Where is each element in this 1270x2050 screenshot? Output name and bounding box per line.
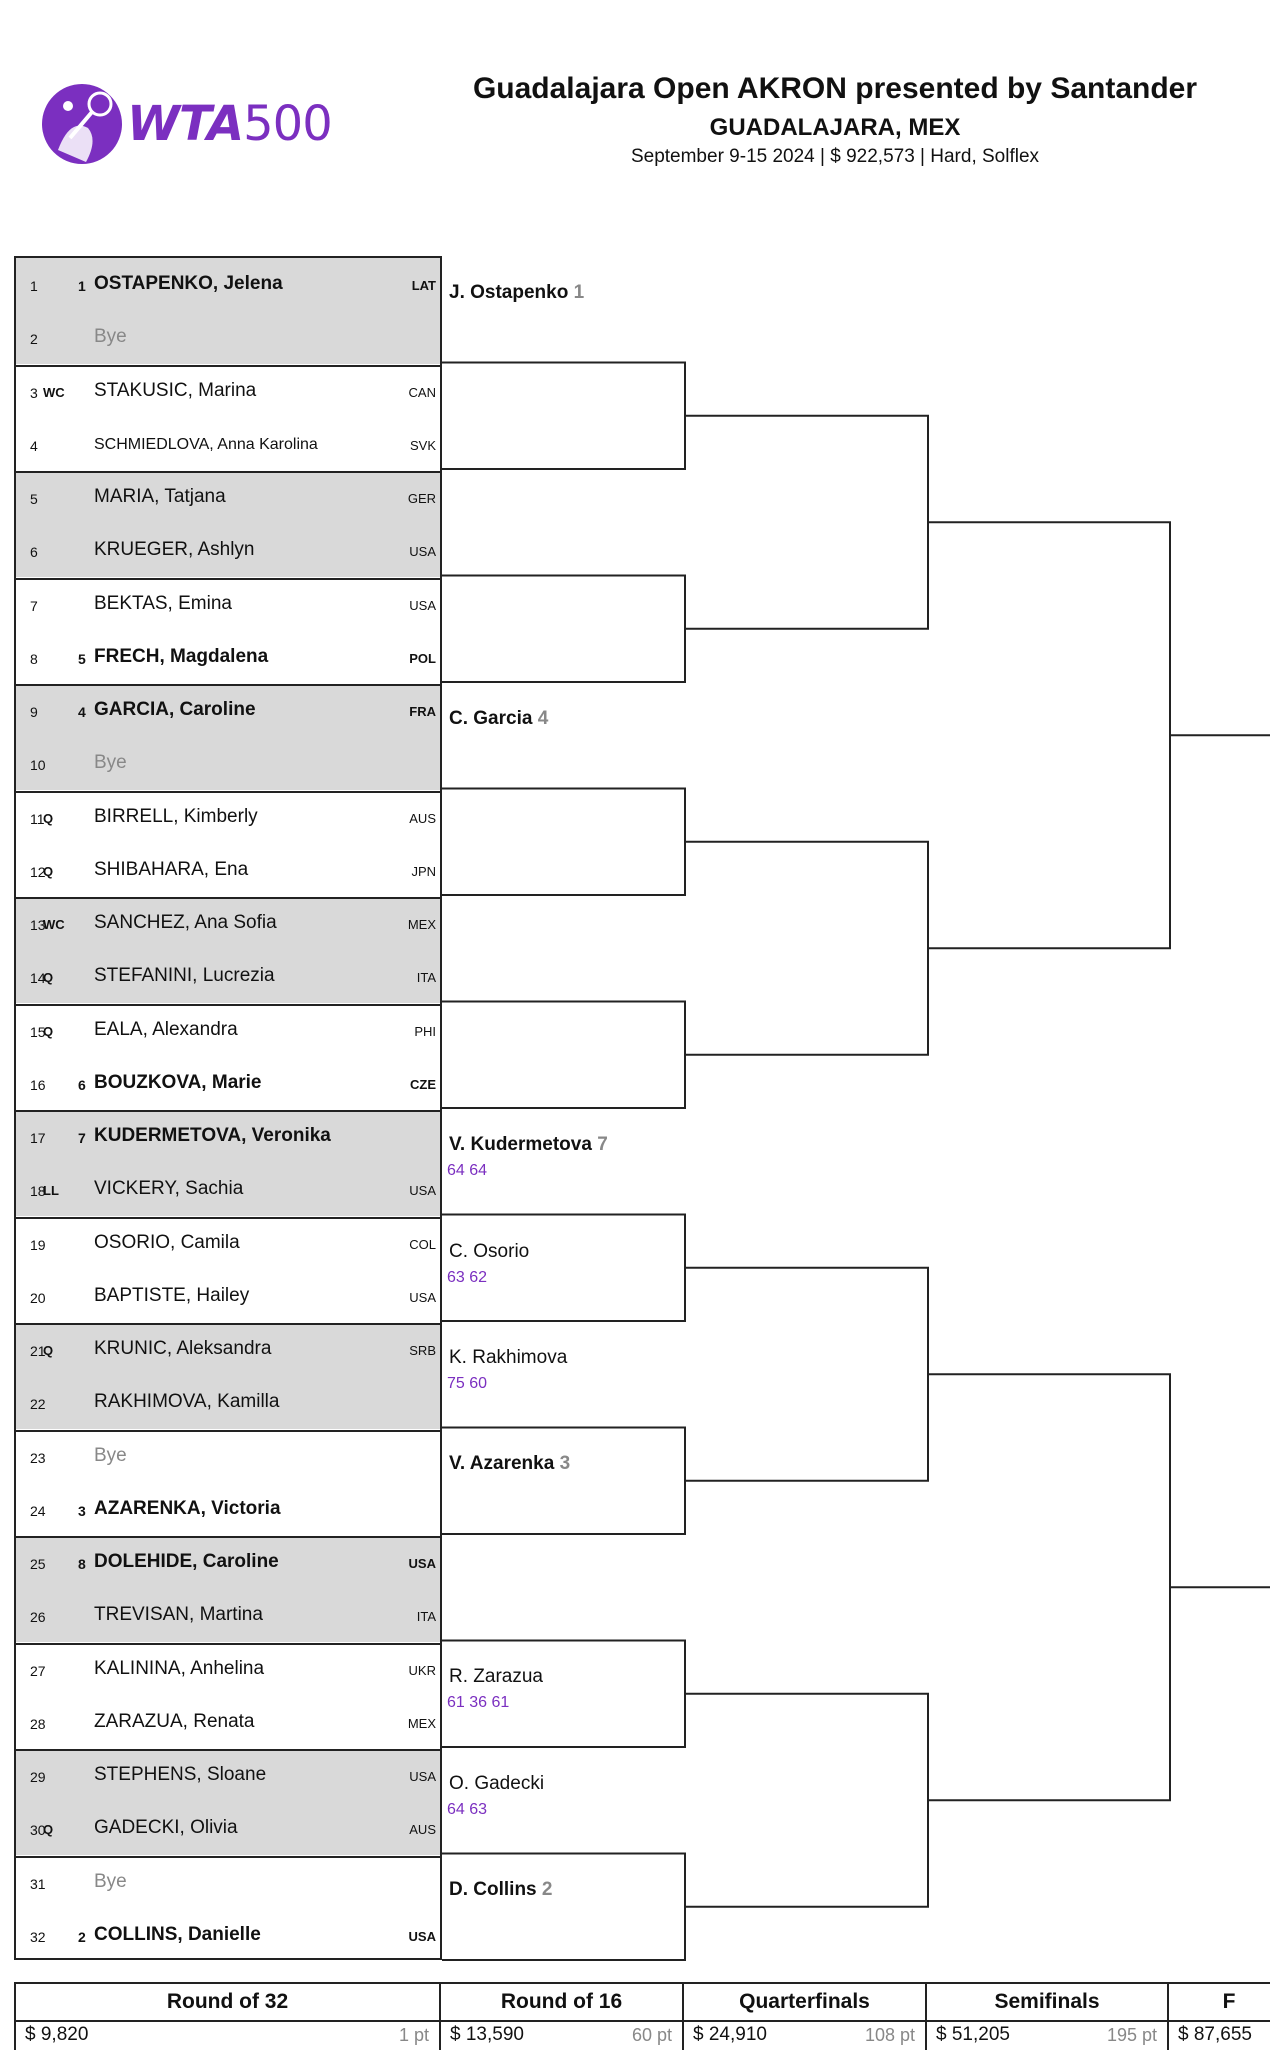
player-name: KUDERMETOVA, Veronika xyxy=(94,1125,331,1146)
prize-money: $ 13,590 xyxy=(450,2024,524,2045)
bracket-connector xyxy=(442,576,685,683)
match-score: 64 64 xyxy=(447,1162,488,1179)
prize-column xyxy=(927,1984,1169,2050)
bracket-connector xyxy=(685,416,928,629)
draw-position: 32 xyxy=(30,1928,46,1945)
bracket-connector xyxy=(928,522,1170,948)
player-name: Bye xyxy=(94,752,127,774)
player-name: FRECH, Magdalena xyxy=(94,645,269,667)
round16-player xyxy=(449,282,584,304)
round16-player-name: O. Gadecki xyxy=(449,1773,545,1794)
seed-number: 1 xyxy=(78,278,86,294)
player-name: SCHMIEDLOVA, Anna Karolina xyxy=(94,435,318,453)
round16-player xyxy=(449,1347,567,1369)
player-country: UKR xyxy=(408,1662,436,1678)
round16-seed: 4 xyxy=(537,708,549,729)
entry-status: Q xyxy=(43,810,54,826)
player-name: COLLINS, Danielle xyxy=(94,1923,261,1945)
player-country: MEX xyxy=(407,917,436,932)
prize-column xyxy=(684,1984,927,2050)
player-country: AUS xyxy=(409,810,436,826)
bracket-connector xyxy=(685,1268,928,1481)
bracket-connector xyxy=(442,1215,685,1322)
player-name: Bye xyxy=(94,1444,127,1466)
entry-status: Q xyxy=(43,1822,54,1838)
prize-column xyxy=(1169,1984,1270,2050)
seed-number: 8 xyxy=(78,1556,86,1572)
player-name: DOLEHIDE, Caroline xyxy=(94,1551,279,1572)
draw-position: 13 xyxy=(30,917,46,933)
round16-player xyxy=(449,1666,543,1688)
player-country: USA xyxy=(409,597,436,613)
player-country: USA xyxy=(408,1556,436,1571)
player-name: EALA, Alexandra xyxy=(94,1018,238,1040)
draw-position: 25 xyxy=(30,1556,46,1572)
player-name: MARIA, Tatjana xyxy=(94,486,226,507)
draw-position: 21 xyxy=(30,1343,46,1359)
round16-seed: 2 xyxy=(541,1879,553,1900)
draw-position: 1 xyxy=(30,278,38,294)
wta500-wordmark: WTA500 xyxy=(127,96,332,152)
round16-seed: 3 xyxy=(559,1453,571,1474)
round16-player xyxy=(449,1453,570,1475)
draw-position: 18 xyxy=(30,1183,46,1200)
draw-position: 5 xyxy=(30,491,38,507)
tournament-info: September 9-15 2024 | $ 922,573 | Hard, Solflex xyxy=(630,146,1040,167)
round16-player-name: D. Collins xyxy=(449,1879,537,1900)
player-name: BAPTISTE, Hailey xyxy=(94,1284,250,1306)
seed-number: 3 xyxy=(78,1502,86,1519)
draw-position: 29 xyxy=(30,1769,46,1785)
player-name: Bye xyxy=(94,326,127,348)
draw-position: 11 xyxy=(30,810,45,827)
player-name: VICKERY, Sachia xyxy=(94,1178,244,1200)
player-country: PHI xyxy=(414,1023,436,1039)
draw-position: 14 xyxy=(30,970,46,987)
player-country: USA xyxy=(409,1183,436,1199)
player-name: GADECKI, Olivia xyxy=(94,1817,238,1839)
prize-round-label: Semifinals xyxy=(927,1984,1167,2022)
round16-player xyxy=(449,1241,529,1263)
round16-player-name: K. Rakhimova xyxy=(449,1347,568,1368)
seed-number: 6 xyxy=(78,1076,86,1093)
round16-player xyxy=(449,1773,544,1795)
round16-player xyxy=(449,708,548,730)
bracket-connector xyxy=(442,1428,685,1535)
player-country: MEX xyxy=(407,1715,436,1731)
player-country: LAT xyxy=(411,278,436,293)
draw-position: 26 xyxy=(30,1609,46,1626)
player-name: GARCIA, Caroline xyxy=(94,699,256,720)
bracket-connector xyxy=(685,842,928,1055)
player-country: GER xyxy=(407,491,436,506)
prize-round-label: Quarterfinals xyxy=(684,1984,925,2022)
ranking-points: 60 pt xyxy=(631,2025,672,2045)
ranking-points: 1 pt xyxy=(398,2025,429,2045)
player-name: OSORIO, Camila xyxy=(94,1231,240,1253)
round16-player-name: V. Kudermetova xyxy=(449,1134,592,1155)
draw-position: 3 xyxy=(30,384,38,401)
prize-money-table xyxy=(14,1982,1270,2050)
match-score: 64 63 xyxy=(447,1801,488,1818)
round16-player-name: C. Garcia xyxy=(449,708,533,729)
player-name: KALININA, Anhelina xyxy=(94,1657,265,1679)
player-name: STEPHENS, Sloane xyxy=(94,1764,267,1785)
player-country: USA xyxy=(409,1289,436,1305)
draw-position: 2 xyxy=(30,331,38,348)
round16-player xyxy=(449,1879,552,1901)
player-country: CZE xyxy=(410,1076,436,1092)
player-name: AZARENKA, Victoria xyxy=(94,1497,281,1519)
seed-number: 7 xyxy=(78,1130,86,1146)
player-country: AUS xyxy=(409,1822,436,1838)
round16-seed: 7 xyxy=(597,1134,608,1155)
draw-position: 10 xyxy=(30,757,46,774)
entry-status: WC xyxy=(43,917,65,932)
draw-position: 20 xyxy=(30,1289,46,1306)
match-score: 75 60 xyxy=(447,1375,488,1392)
player-name: STEFANINI, Lucrezia xyxy=(94,965,275,987)
draw-position: 9 xyxy=(30,704,38,720)
player-country: JPN xyxy=(411,863,436,879)
prize-money: $ 24,910 xyxy=(693,2024,767,2045)
tournament-location: GUADALAJARA, MEX xyxy=(709,114,961,141)
player-name: SANCHEZ, Ana Sofia xyxy=(94,912,277,933)
player-country: SRB xyxy=(409,1343,436,1358)
entry-status: LL xyxy=(43,1183,59,1199)
draw-position: 28 xyxy=(30,1715,46,1732)
draw-position: 19 xyxy=(30,1236,46,1253)
draw-position: 22 xyxy=(30,1396,46,1413)
player-name: TREVISAN, Martina xyxy=(94,1604,263,1626)
bracket-connector xyxy=(928,1374,1170,1800)
bracket-connector xyxy=(442,789,685,896)
prize-column xyxy=(16,1984,441,2050)
prize-round-label: Round of 32 xyxy=(16,1984,439,2022)
draw-position: 4 xyxy=(30,437,38,454)
player-name: ZARAZUA, Renata xyxy=(94,1710,255,1732)
player-name: STAKUSIC, Marina xyxy=(94,379,257,401)
player-name: BIRRELL, Kimberly xyxy=(94,805,258,827)
seed-number: 2 xyxy=(78,1928,86,1945)
round16-player-name: C. Osorio xyxy=(449,1241,530,1262)
draw-position: 31 xyxy=(30,1875,46,1892)
ranking-points: 195 pt xyxy=(1106,2025,1157,2045)
prize-round-label: Round of 16 xyxy=(441,1984,682,2022)
draw-position: 30 xyxy=(30,1822,46,1839)
player-name: BEKTAS, Emina xyxy=(94,592,232,614)
player-country: POL xyxy=(409,650,436,666)
player-country: ITA xyxy=(416,1609,436,1625)
player-country: SVK xyxy=(409,437,436,453)
entry-status: Q xyxy=(43,970,54,986)
draw-position: 17 xyxy=(30,1130,46,1146)
player-country: USA xyxy=(408,1928,436,1944)
player-country: FRA xyxy=(409,704,436,719)
player-name: KRUEGER, Ashlyn xyxy=(94,539,255,561)
round16-player-name: V. Azarenka xyxy=(449,1453,555,1474)
player-name: Bye xyxy=(94,1870,127,1892)
bracket-connector xyxy=(442,1002,685,1109)
match-score: 61 36 61 xyxy=(447,1694,510,1711)
entry-status: Q xyxy=(43,1343,54,1358)
draw-position: 12 xyxy=(30,863,46,880)
player-country: COL xyxy=(409,1236,436,1252)
draw-position: 23 xyxy=(30,1449,46,1466)
prize-column xyxy=(441,1984,684,2050)
player-name: SHIBAHARA, Ena xyxy=(94,858,249,880)
draw-position: 15 xyxy=(30,1023,46,1040)
player-country: USA xyxy=(409,544,436,560)
player-country: ITA xyxy=(416,970,436,986)
round16-player-name: J. Ostapenko xyxy=(449,282,569,303)
bracket-connector xyxy=(685,1694,928,1907)
player-name: RAKHIMOVA, Kamilla xyxy=(94,1391,280,1413)
draw-position: 27 xyxy=(30,1662,46,1679)
player-name: OSTAPENKO, Jelena xyxy=(94,273,283,294)
ranking-points: 108 pt xyxy=(864,2025,915,2045)
tournament-title: Guadalajara Open AKRON presented by Santander xyxy=(472,72,1198,105)
round16-player-name: R. Zarazua xyxy=(449,1666,543,1687)
prize-money: $ 51,205 xyxy=(936,2024,1010,2045)
draw-position: 6 xyxy=(30,544,38,561)
player-country: USA xyxy=(409,1769,436,1784)
player-name: KRUNIC, Aleksandra xyxy=(94,1338,272,1359)
bracket-connector xyxy=(442,1854,685,1961)
round16-player xyxy=(449,1134,608,1156)
seed-number: 5 xyxy=(78,650,86,667)
entry-status: WC xyxy=(43,384,65,400)
prize-money: $ 9,820 xyxy=(25,2024,89,2045)
player-name: BOUZKOVA, Marie xyxy=(94,1071,262,1093)
round16-seed: 1 xyxy=(573,282,585,303)
seed-number: 4 xyxy=(78,704,86,720)
draw-position: 7 xyxy=(30,597,38,614)
bracket-connector xyxy=(442,363,685,470)
draw-position: 16 xyxy=(30,1076,46,1093)
player-country: CAN xyxy=(408,384,436,400)
prize-money: $ 87,655 xyxy=(1178,2024,1252,2045)
draw-position: 8 xyxy=(30,650,38,667)
prize-round-label: F xyxy=(1169,1984,1270,2022)
entry-status: Q xyxy=(43,863,54,879)
draw-position: 24 xyxy=(30,1502,46,1519)
match-score: 63 62 xyxy=(447,1269,488,1286)
entry-status: Q xyxy=(43,1023,54,1039)
